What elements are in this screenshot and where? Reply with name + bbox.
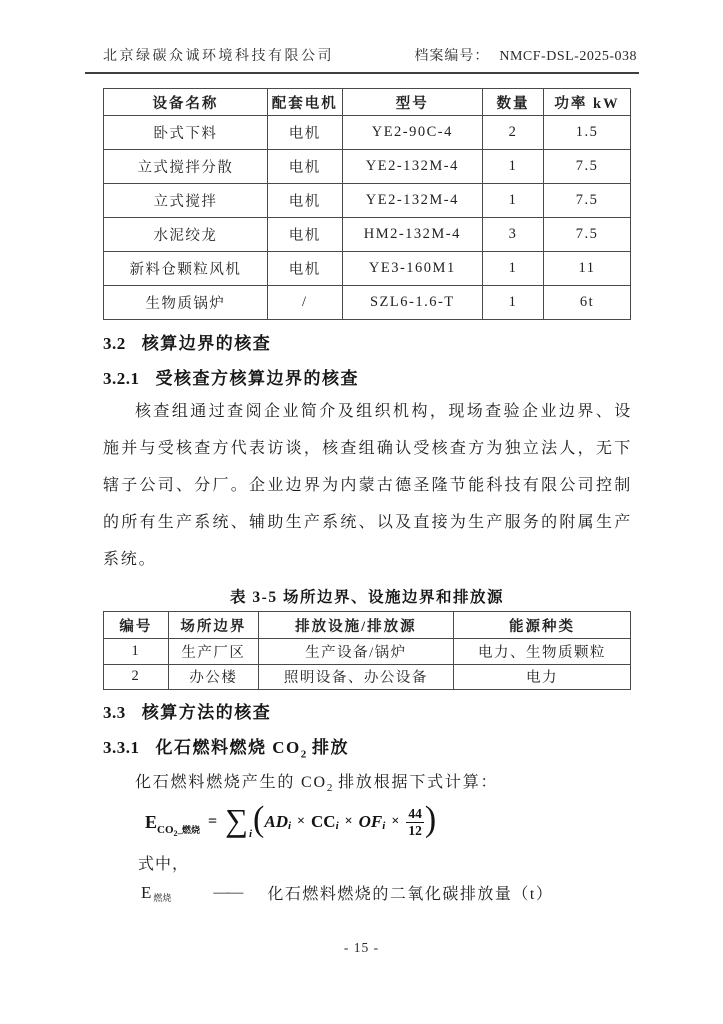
section-title [155, 738, 350, 761]
term-ad-sub: i [287, 820, 292, 832]
table-cell: 电机 [267, 184, 342, 218]
table-cell: 电力、生物质颗粒 [453, 639, 630, 665]
co2-intro-line [135, 769, 635, 794]
table-cell: 电机 [267, 218, 342, 252]
table-cell: 水泥绞龙 [104, 218, 268, 252]
term-ad: AD [264, 812, 288, 831]
table-cell: 11 [544, 252, 631, 286]
table-cell: 办公楼 [168, 664, 258, 690]
section-number: 3.3 [103, 703, 126, 722]
boundary-table [103, 611, 631, 690]
table-row [104, 150, 631, 184]
summation-symbol: ∑ [225, 802, 248, 838]
table-3-5-caption: 表 3-5 场所边界、设施边界和排放源 [230, 589, 504, 606]
column-header-motor: 配套电机 [267, 89, 342, 116]
multiply-sign: × [391, 814, 400, 829]
section-heading-3-2 [103, 329, 633, 354]
section-number: 3.2 [103, 334, 126, 353]
table-cell: 7.5 [544, 218, 631, 252]
file-number-value: NMCF-DSL-2025-038 [499, 49, 637, 64]
section-title-pre: 化石燃料燃烧 CO [155, 738, 301, 757]
column-header-qty: 数量 [482, 89, 543, 116]
formula-lhs-subscript [157, 823, 200, 836]
table-cell: 2 [482, 116, 543, 150]
table-cell: 立式搅拌分散 [104, 150, 268, 184]
table-cell: 1 [482, 252, 543, 286]
formula-lhs: E [145, 811, 158, 832]
intro-pre: 化石燃料燃烧产生的 CO [135, 774, 327, 791]
lhs-sub-co: CO [157, 823, 174, 836]
page-number: - 15 - [343, 940, 380, 955]
where-label: 式中， [138, 856, 190, 873]
table-cell: 电机 [267, 150, 342, 184]
lhs-sub-2: 2 [173, 828, 178, 838]
multiply-sign: × [297, 814, 306, 829]
table-cell: / [267, 286, 342, 320]
term-of-sub: i [382, 820, 386, 832]
section-heading-3-3 [103, 698, 633, 723]
equals-sign: = [208, 813, 218, 830]
boundary-table-header-row [104, 612, 631, 639]
table-cell: 生物质锅炉 [104, 286, 268, 320]
table-row [104, 218, 631, 252]
table-cell: 电力 [453, 664, 630, 690]
table-cell: 1 [482, 286, 543, 320]
term-cc: CC [311, 812, 336, 831]
column-header-model: 型号 [342, 89, 482, 116]
section-heading-3-3-1 [103, 733, 633, 760]
co2-subscript: 2 [300, 748, 307, 761]
table-row [104, 286, 631, 320]
equipment-table [103, 88, 631, 320]
summation-index: i [248, 828, 253, 840]
table-cell: 1 [104, 639, 169, 665]
company-name: 北京绿碳众诚环境科技有限公司 [103, 49, 334, 64]
column-header-no: 编号 [104, 612, 169, 639]
multiply-sign: × [344, 814, 353, 829]
column-header-energy: 能源种类 [453, 612, 630, 639]
fraction-44-12 [406, 806, 424, 838]
table-row [104, 252, 631, 286]
co2-combustion-formula [145, 796, 436, 848]
open-paren: ( [253, 800, 265, 839]
table-cell: 1.5 [544, 116, 631, 150]
fraction-numerator: 44 [408, 805, 422, 821]
file-number [414, 45, 637, 65]
section-number: 3.3.1 [103, 738, 140, 757]
table-cell: HM2-132M-4 [342, 218, 482, 252]
table-cell: 新料仓颗粒风机 [104, 252, 268, 286]
section-title: 核算方法的核查 [141, 703, 272, 722]
boundary-verification-paragraph: 核查组通过查阅企业简介及组织机构，现场查验企业边界、设施并与受核查方代表访谈，核查组确认受核查方为独立法人，无下辖子公司、分厂。企业边界为内蒙古德圣隆节能科技有限公司控制的所有生产系统、辅助生产系统、以及直接为生产服务的附属生产系统。 [103, 403, 632, 568]
section-number: 3.2.1 [103, 369, 140, 388]
table-cell: 生产厂区 [168, 639, 258, 665]
co2-subscript: 2 [326, 782, 333, 795]
table-cell: 3 [482, 218, 543, 252]
term-of: OF [358, 812, 383, 831]
definition-dash: —— [213, 883, 242, 901]
table-cell: 电机 [267, 252, 342, 286]
table-cell: YE2-90C-4 [342, 116, 482, 150]
table-cell: 电机 [267, 116, 342, 150]
table-cell: YE2-132M-4 [342, 150, 482, 184]
table-cell: 7.5 [544, 150, 631, 184]
column-header-device: 设备名称 [104, 89, 268, 116]
table-cell: SZL6-1.6-T [342, 286, 482, 320]
e-symbol: E [141, 882, 152, 902]
table-row [104, 664, 631, 690]
section-title: 核算边界的核查 [141, 334, 272, 353]
table-cell: YE2-132M-4 [342, 184, 482, 218]
table-cell: 照明设备、办公设备 [258, 664, 453, 690]
table-cell: 生产设备/锅炉 [258, 639, 453, 665]
e-burn-definition [141, 881, 553, 904]
file-number-label: 档案编号： [414, 49, 490, 64]
intro-post: 排放根据下式计算： [332, 774, 499, 791]
table-cell: 立式搅拌 [104, 184, 268, 218]
column-header-facility: 排放设施/排放源 [258, 612, 453, 639]
table-cell: 6t [544, 286, 631, 320]
definition-text: 化石燃料燃烧的二氧化碳排放量（t） [267, 886, 554, 903]
document-header [85, 44, 639, 74]
table-row [104, 639, 631, 665]
section-title: 受核查方核算边界的核查 [155, 369, 359, 388]
table-row [104, 184, 631, 218]
table-cell: 卧式下料 [104, 116, 268, 150]
close-paren: ) [424, 800, 437, 839]
fraction-denominator: 12 [408, 822, 422, 838]
column-header-power: 功率 kW [544, 89, 631, 116]
table-row [104, 116, 631, 150]
table-cell: 1 [482, 150, 543, 184]
table-cell: 2 [104, 664, 169, 690]
section-heading-3-2-1 [103, 364, 633, 389]
lhs-sub-burn: _燃烧 [177, 824, 201, 835]
e-symbol-subscript: 燃烧 [153, 893, 172, 903]
column-header-site: 场所边界 [168, 612, 258, 639]
term-cc-sub: i [335, 820, 339, 832]
table-cell: 7.5 [544, 184, 631, 218]
table-cell: 1 [482, 184, 543, 218]
equipment-table-header-row [104, 89, 631, 116]
table-cell: YE3-160M1 [342, 252, 482, 286]
section-title-post: 排放 [306, 738, 349, 757]
